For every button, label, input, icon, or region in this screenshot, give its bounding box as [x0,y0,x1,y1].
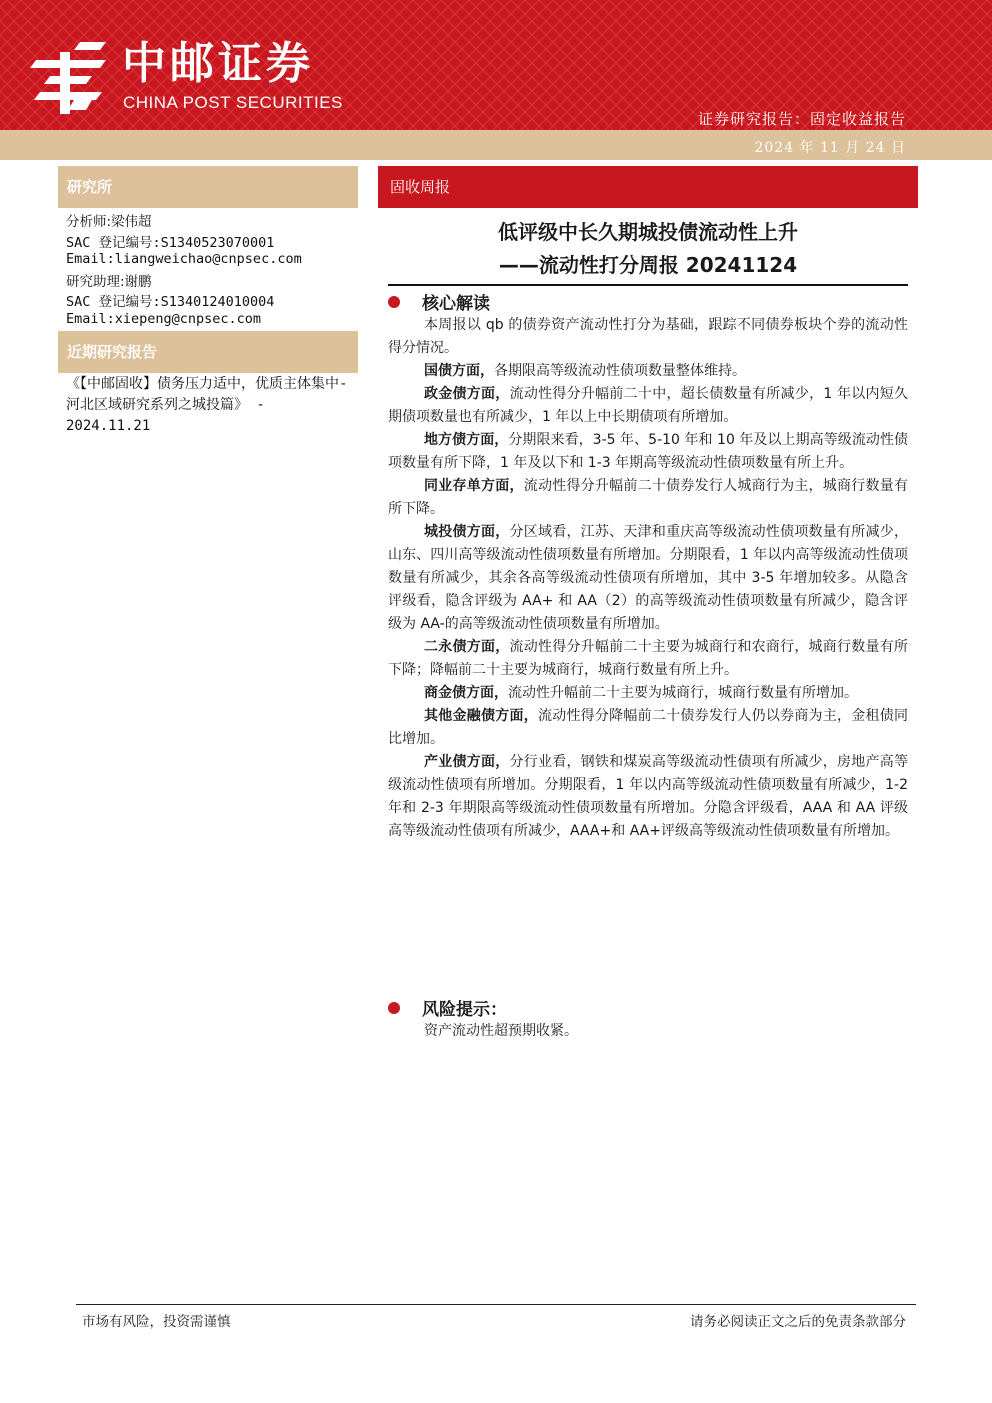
recent-reports-heading: 近期研究报告 [58,331,358,373]
core-paragraph [388,751,908,843]
footer-divider [76,1304,916,1305]
report-title: 低评级中长久期城投债流动性上升 [498,220,798,244]
core-paragraph [388,705,908,751]
paragraph-text: 分期限来看，3-5 年、5-10 年和 10 年及以上期高等级流动性债项数量有所下降，1 年及以下和 1-3 年期高等级流动性债项数量有所上升。 [388,432,908,471]
bullet-dot-icon [388,296,400,308]
institute-heading: 研究所 [58,166,358,208]
brand-name-cn: 中邮证券 [122,38,314,89]
core-paragraph [388,636,908,682]
risk-text: 资产流动性超预期收紧。 [424,1023,578,1039]
analyst-email[interactable]: Email:liangweichao@cnpsec.com [66,251,302,267]
paragraph-text: 本周报以 qb 的债券资产流动性打分为基础，跟踪不同债券板块个券的流动性得分情况。 [388,317,908,356]
paragraph-text: 流动性得分升幅前二十债券发行人城商行为主，城商行数量有所下降。 [388,478,909,517]
title-divider [388,284,908,286]
report-date: 2024 年 11 月 24 日 [754,140,906,156]
paragraph-lead: 商金债方面， [424,685,508,701]
bullet-dot-icon [388,1002,400,1014]
footer-disclaimer: 请务必阅读正文之后的免责条款部分 [690,1314,906,1330]
footer-risk-note: 市场有风险，投资需谨慎 [82,1314,231,1330]
core-paragraph [388,429,908,475]
core-body [388,314,908,843]
brand-name-en: CHINA POST SECURITIES [123,93,343,112]
paragraph-text: 分行业看，钢铁和煤炭高等级流动性债项有所减少，房地产高等级流动性债项有所增加。分期限看，1 年以内高等级流动性债项数量有所减少，1-2 年和 2-3 年期限高等级流动性债项数量有所增加。分隐含评级看，AAA 和 AA 评级高等级流动性债项有所减少，AAA+和 AA+评级高等级流动性债项数量有所增加。 [388,754,909,839]
china-post-logo-icon [30,38,112,116]
risk-heading: 风险提示： [388,995,507,1020]
assistant-email[interactable]: Email:xiepeng@cnpsec.com [66,311,262,327]
paragraph-text: 流动性升幅前二十主要为城商行，城商行数量有所增加。 [508,685,858,701]
paragraph-text: 流动性得分降幅前二十债券发行人仍以券商为主，金租债同比增加。 [388,708,909,747]
paragraph-lead: 政金债方面， [424,386,510,402]
core-paragraph [388,360,908,383]
paragraph-text: 流动性得分升幅前二十中，超长债数量有所减少，1 年以内短久期债项数量也有所减少，1 年以上中长期债项有所增加。 [388,386,909,425]
core-paragraph [388,521,908,636]
paragraph-lead: 同业存单方面， [424,478,524,494]
paragraph-lead: 国债方面， [424,363,494,379]
paragraph-lead: 二永债方面， [424,639,510,655]
report-type: 证券研究报告：固定收益报告 [697,110,906,128]
recent-report-link[interactable]: 《【中邮固收】债务压力适中，优质主体集中-河北区域研究系列之城投篇》 - 2024.11.21 [66,376,348,434]
assistant-sac: SAC 登记编号:S1340124010004 [66,294,275,310]
analyst-sac: SAC 登记编号:S1340523070001 [66,235,275,251]
core-paragraph [388,383,908,429]
report-category-tag: 固收周报 [378,166,918,208]
paragraph-text: 各期限高等级流动性债项数量整体维持。 [494,363,746,379]
analyst-name: 分析师:梁伟超 [66,214,152,230]
core-heading: 核心解读 [388,289,490,314]
paragraph-lead: 其他金融债方面， [424,708,538,724]
paragraph-lead: 城投债方面， [424,524,510,540]
paragraph-text: 流动性得分升幅前二十主要为城商行和农商行，城商行数量有所下降；降幅前二十主要为城商行，城商行数量有所上升。 [388,639,909,678]
report-header [0,0,992,130]
report-subtitle: ——流动性打分周报 20241124 [498,253,798,277]
core-paragraph [388,475,908,521]
core-paragraph [388,682,908,705]
paragraph-lead: 地方债方面， [424,432,509,448]
assistant-name: 研究助理:谢鹏 [66,274,152,290]
paragraph-text: 分区域看，江苏、天津和重庆高等级流动性债项数量有所减少，山东、四川高等级流动性债项数量有所增加。分期限看，1 年以内高等级流动性债项数量有所减少，其余各高等级流动性债项有所增加，其中 3-5 年增加较多。从隐含评级看，隐含评级为 AA+ 和 AA（2）的高等级流动性债项数量有所减少，隐含评级为 AA-的高等级流动性债项数量有所增加。 [388,524,909,632]
core-paragraph [388,314,908,360]
paragraph-lead: 产业债方面， [424,754,510,770]
